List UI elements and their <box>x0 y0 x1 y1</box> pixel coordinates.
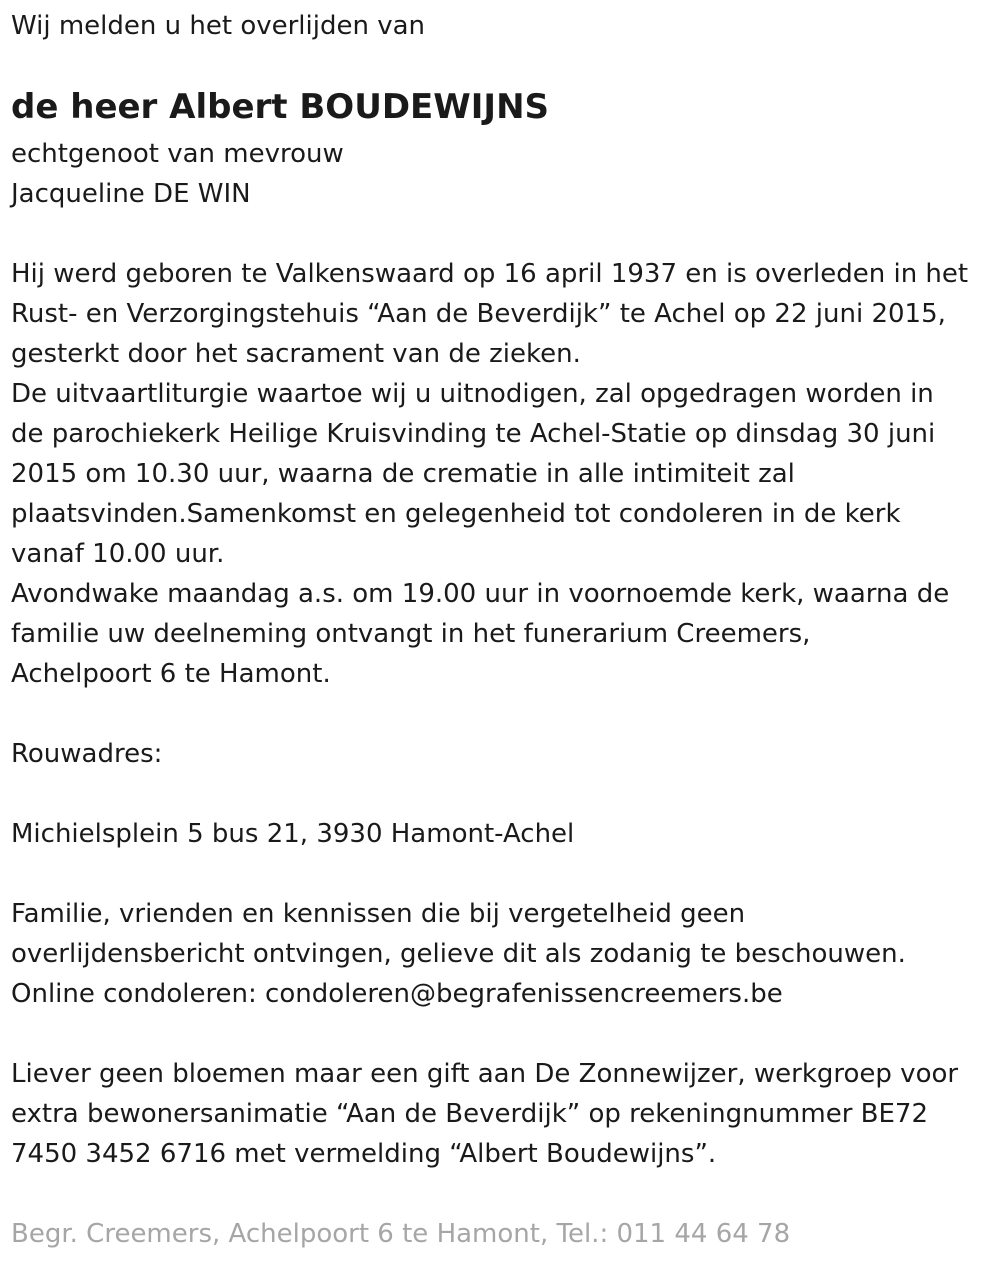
gift-line: extra bewonersanimatie “Aan de Beverdijk” op rekeningnummer BE72 <box>11 1099 929 1129</box>
rouwadres-label-block <box>11 734 162 774</box>
intro-text: Wij melden u het overlijden van <box>11 11 426 41</box>
rouwadres-address: Michielsplein 5 bus 21, 3930 Hamont-Achel <box>11 819 575 849</box>
funeral-home-footer: Begr. Creemers, Achelpoort 6 te Hamont, Tel.: 011 44 64 78 <box>11 1219 791 1249</box>
family-line: overlijdensbericht ontvingen, gelieve dit als zodanig te beschouwen. <box>11 939 906 969</box>
main-line: 2015 om 10.30 uur, waarna de crematie in alle intimiteit zal <box>11 459 795 489</box>
family-paragraph <box>11 894 906 1014</box>
spouse-line: Jacqueline DE WIN <box>11 179 251 209</box>
spouse-line: echtgenoot van mevrouw <box>11 139 344 169</box>
online-condolence-line: Online condoleren: condoleren@begrafenissencreemers.be <box>11 979 783 1009</box>
gift-paragraph <box>11 1054 958 1174</box>
main-line: plaatsvinden.Samenkomst en gelegenheid tot condoleren in de kerk <box>11 499 901 529</box>
main-line: Avondwake maandag a.s. om 19.00 uur in voornoemde kerk, waarna de <box>11 579 950 609</box>
main-line: Rust- en Verzorgingstehuis “Aan de Beverdijk” te Achel op 22 juni 2015, <box>11 299 946 329</box>
rouwadres-block <box>11 814 574 854</box>
gift-line: Liever geen bloemen maar een gift aan De Zonnewijzer, werkgroep voor <box>11 1059 959 1089</box>
main-line: gesterkt door het sacrament van de zieken. <box>11 339 581 369</box>
spouse-block <box>11 134 344 214</box>
family-line: Familie, vrienden en kennissen die bij vergetelheid geen <box>11 899 746 929</box>
main-line: Achelpoort 6 te Hamont. <box>11 659 331 689</box>
main-line: vanaf 10.00 uur. <box>11 539 225 569</box>
main-line: de parochiekerk Heilige Kruisvinding te Achel-Statie op dinsdag 30 juni <box>11 419 936 449</box>
main-line: De uitvaartliturgie waartoe wij u uitnodigen, zal opgedragen worden in <box>11 379 934 409</box>
gift-line: 7450 3452 6716 met vermelding “Albert Boudewijns”. <box>11 1139 717 1169</box>
rouwadres-label: Rouwadres: <box>11 739 163 769</box>
deceased-name: de heer Albert BOUDEWIJNS <box>11 87 550 127</box>
main-line: Hij werd geboren te Valkenswaard op 16 april 1937 en is overleden in het <box>11 259 969 289</box>
main-line: familie uw deelneming ontvangt in het funerarium Creemers, <box>11 619 811 649</box>
main-paragraph <box>11 254 968 694</box>
